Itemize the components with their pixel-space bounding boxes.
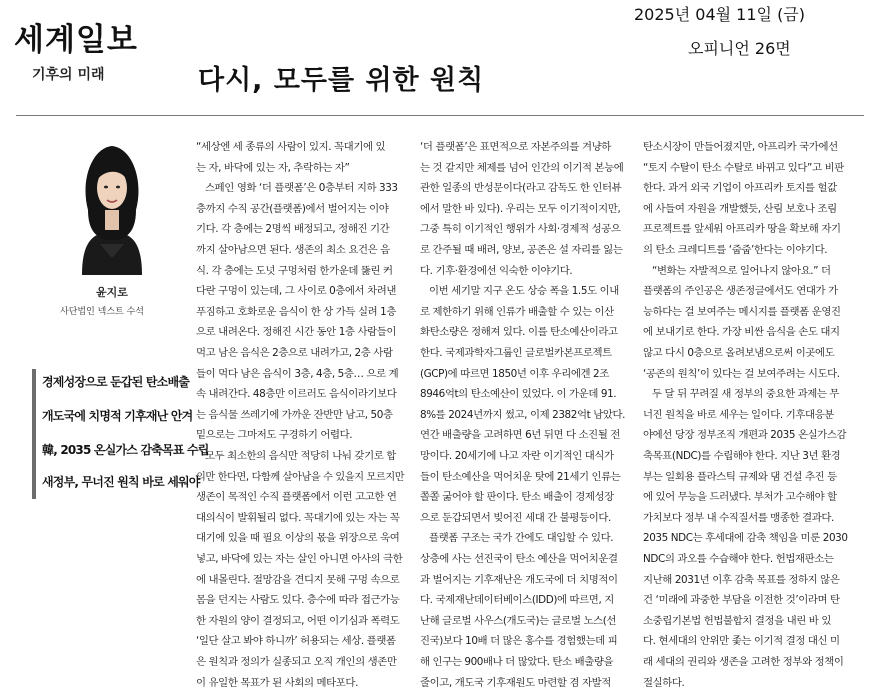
- body-text-line: 그중 특히 이기적인 행위가 사회·경제적 성공으: [420, 223, 621, 236]
- body-text-line: 은 원칙과 정의가 실종되고 오직 개인의 생존만: [196, 656, 397, 668]
- body-text-line: 다. 현세대의 안위만 좇는 이기적 결정 대신 미: [643, 635, 840, 648]
- body-text-line: NDC의 과오를 수습해야 한다. 헌법재판소는: [643, 553, 834, 565]
- body-text-line: 먹고 남은 음식은 2층으로 내려가고, 2층 사람: [196, 347, 393, 359]
- body-text-line: 넣고, 바닥에 있는 자는 살인 아니면 아사의 극한: [196, 553, 403, 565]
- body-text-line: 대의식이 발휘될리 없다. 꼭대기에 있는 자는 꼭: [196, 511, 400, 524]
- body-text-line: 의 탄소 크레디트를 ‘줍줍’한다는 이야기다.: [643, 244, 828, 256]
- body-text-line: 프로젝트를 앞세워 아프리카 땅을 확보해 자기: [643, 223, 841, 236]
- body-text-line: “변화는 자발적으로 일어나지 않아요.” 더: [652, 264, 831, 277]
- body-text-line: 망이다. 20세기에 나고 자란 이기적인 대식가: [420, 450, 614, 462]
- summary-line: 韓, 2035 온실가스 감축목표 수립: [42, 443, 209, 457]
- publication-date: 2025년 04월 11일 (금): [634, 5, 806, 24]
- body-text-line: 난해 글로벌 사우스(개도국)는 글로벌 노스(선: [420, 614, 617, 627]
- body-text-line: 절실하다.: [643, 676, 685, 689]
- article-summary: [32, 369, 209, 499]
- body-text-line: 부는 일회용 플라스틱 규제와 댐 건설 추진 등: [643, 470, 837, 483]
- body-text-line: 에 내몰린다. 절망감을 견디지 못해 구멍 속으로: [196, 573, 400, 586]
- body-text-line: 화탄소량은 정해져 있다. 이를 탄소예산이라고: [420, 326, 618, 339]
- body-text-line: 8946억t의 탄소예산이 있었다. 이 가운데 91.: [420, 388, 617, 401]
- body-text-line: 2035 NDC는 후세대에 감축 책임을 미룬 2030: [643, 532, 848, 545]
- body-text-line: 에서 말한 바 있다). 우리는 모두 이기적이지만,: [420, 202, 621, 215]
- body-text-line: 가치보다 정부 내 수직질서를 맹종한 결과다.: [643, 511, 834, 524]
- body-text-line: 플랫폼 구조는 국가 간에도 대입할 수 있다.: [429, 532, 614, 545]
- body-text-line: 상층에 사는 선진국이 탄소 예산을 먹어치운결: [420, 553, 618, 565]
- body-text-line: 밑으로는 그마저도 구경하기 어렵다.: [196, 429, 353, 442]
- body-text-line: 로 간주될 때 배려, 양보, 공존은 설 자리를 잃는: [420, 244, 623, 256]
- body-text-line: 에 보내기로 한다. 가장 비싼 음식을 손도 대지: [643, 326, 840, 339]
- body-text-line: 8%를 2024년까지 썼고, 이제 2382억t 남았다.: [420, 408, 626, 421]
- body-text-line: 식. 각 층에는 도넛 구멍처럼 한가운데 뚫린 커: [196, 264, 393, 277]
- body-text-line: ‘일단 살고 봐야 하니까’ 허용되는 세상. 플랫폼: [196, 635, 396, 648]
- body-text-line: 는 음식물 쓰레기에 가까운 잔반만 남고, 50층: [196, 408, 393, 421]
- body-text-line: 소중립기본법 헌법불합치 결정을 내린 바 있: [643, 614, 831, 627]
- body-text-line: 야에선 당장 정부조직 개편과 2035 온실가스감: [643, 429, 847, 442]
- body-text-line: 푸짐하고 호화로운 음식이 한 상 가득 실려 1층: [196, 305, 397, 318]
- body-text-line: 플랫폼의 주인공은 생존정글에서도 연대가 가: [643, 285, 838, 298]
- article-headline: 다시, 모두를 위한 원칙: [198, 65, 485, 96]
- summary-line: 경제성장으로 둔갑된 탄소배출: [42, 375, 190, 389]
- body-text-line: 생존이 목적인 수직 플랫폼에서 이런 고고한 연: [196, 491, 397, 504]
- body-text-line: 이 유일한 목표가 된 사회의 메타포다.: [196, 676, 358, 689]
- body-text-line: 건 ‘미래에 과중한 부담을 이전한 것’이라며 탄: [643, 594, 840, 607]
- body-text-line: 들이 먹다 남은 음식이 3층, 4층, 5층… 으로 계: [196, 367, 399, 380]
- body-text-line: 는 것 같지만 체제를 넘어 인간의 이기적 본능에: [420, 161, 624, 174]
- body-text-line: 모두 최소한의 음식만 적당히 나눠 갖기로 합: [205, 450, 396, 462]
- body-text-line: 쫄쫄 굶어야 할 판이다. 탄소 배출이 경제성장: [420, 491, 614, 504]
- header-divider: [16, 115, 864, 116]
- body-text-line: (GCP)에 따르면 1850년 이후 우리에겐 2조: [420, 367, 609, 380]
- body-text-line: 에 있어 무능을 드러냈다. 부처가 고수해야 할: [643, 491, 837, 504]
- body-text-line: 진국)보다 10배 더 많은 홍수를 경험했는데 피: [420, 635, 618, 648]
- body-text-line: 않고 다시 0층으로 올려보냄으로써 이곳에도: [643, 347, 835, 359]
- body-text-line: 으로 내려온다. 정해진 시간 동안 1층 사람들이: [196, 326, 397, 339]
- summary-line: 개도국에 치명적 기후재난 안겨: [42, 409, 193, 423]
- body-text-line: 지난해 2031년 이후 감축 목표를 정하지 않은: [643, 573, 840, 586]
- body-text-line: 너진 원칙을 바로 세우는 일이다. 기후대응분: [643, 408, 834, 421]
- body-text-line: 연간 배출량을 고려하면 6년 뒤면 다 소진될 전: [420, 429, 621, 442]
- body-text-line: 층까지 수직 공간(플랫폼)에서 벌어지는 이야: [196, 202, 389, 215]
- body-text-line: 으로 둔갑되면서 빚어진 세대 간 불평등이다.: [420, 511, 611, 524]
- body-text-line: 에 사들여 자원을 개발했듯, 산림 보호나 조림: [643, 202, 837, 215]
- body-text-line: 탄소시장이 만들어졌지만, 아프리카 국가에선: [643, 141, 838, 153]
- body-text-line: 능하다는 걸 보여주는 메시지를 플랫폼 운영진: [643, 305, 841, 318]
- body-text-line: 의만 한다면, 다함께 살아남을 수 있을지 모르지만: [196, 470, 405, 483]
- body-text-line: 몸을 던지는 사람도 있다. 층수에 따라 접근가능: [196, 594, 400, 607]
- body-text-line: 스페인 영화 ‘더 플랫폼’은 0층부터 지하 333: [205, 182, 398, 195]
- body-text-line: 해 인구는 900배나 더 많았다. 탄소 배출량을: [420, 656, 614, 668]
- author-photo: [70, 140, 154, 275]
- body-text-line: ‘더 플랫폼’은 표면적으로 자본주의를 겨냥하: [420, 141, 611, 153]
- body-text-line: 들이 탄소예산을 먹어치운 탓에 21세기 인류는: [420, 470, 621, 483]
- column-series-title: 기후의 미래: [32, 67, 105, 83]
- body-text-line: “토지 수탈이 탄소 수탈로 바뀌고 있다”고 비판: [643, 161, 844, 174]
- body-text-line: ‘공존의 원칙’이 있다는 걸 보여주려는 시도다.: [643, 367, 840, 380]
- author-name: 윤지로: [96, 286, 128, 299]
- body-text-line: 는 자, 바닥에 있는 자, 추락하는 자”: [196, 161, 350, 174]
- summary-line: 새정부, 무너진 원칙 바로 세워야: [42, 475, 200, 489]
- newspaper-masthead: 세계일보: [14, 22, 138, 58]
- body-text-line: 다. 국제재난데이터베이스(IDD)에 따르면, 지: [420, 594, 614, 607]
- body-text-line: 대기에 있을 때 필요 이상의 몫을 위장으로 욱여: [196, 532, 400, 545]
- body-text-line: 한 자원의 양이 결정되고, 어떤 이기심과 폭력도: [196, 614, 400, 627]
- body-text-line: 한다. 국제과학자그룹인 글로벌카본프로젝트: [420, 347, 612, 359]
- body-text-line: 속 내려간다. 48층만 이르러도 음식이라기보다: [196, 388, 397, 401]
- body-text-line: 래 세대의 권리와 생존을 고려한 정부와 정책이: [643, 656, 844, 668]
- body-text-line: 기다. 각 층에는 2명씩 배정되고, 정해진 기간: [196, 223, 390, 236]
- body-text-line: 한다. 과거 외국 기업이 아프리카 토지를 헐값: [643, 182, 837, 195]
- body-text-line: 두 달 뒤 꾸려질 새 정부의 중요한 과제는 무: [652, 388, 840, 401]
- body-text-line: 관한 일종의 반성문이다(라고 감독도 한 인터뷰: [420, 182, 622, 195]
- body-text-line: 로 제한하기 위해 인류가 배출할 수 있는 이산: [420, 305, 614, 318]
- body-text-line: “세상엔 세 종류의 사람이 있지. 꼭대기에 있: [196, 141, 386, 153]
- body-text-line: 까지 살아남으면 된다. 생존의 최소 요건은 음: [196, 244, 390, 256]
- body-text-line: 이번 세기말 지구 온도 상승 폭을 1.5도 이내: [429, 285, 619, 298]
- body-text-line: 줄이고, 개도국 기후재원도 마련할 겸 자발적: [420, 676, 611, 689]
- body-text-line: 다. 기후·환경에선 익숙한 이야기다.: [420, 264, 573, 277]
- body-text-line: 과 벌어지는 기후재난은 개도국에 더 치명적이: [420, 573, 618, 586]
- author-affiliation: 사단법인 넥스트 수석: [60, 307, 144, 317]
- body-text-line: 축목표(NDC)를 수립해야 한다. 지난 3년 환경: [643, 450, 841, 462]
- section-page: 오피니언 26면: [688, 39, 791, 58]
- body-text-line: 다란 구멍이 있는데, 그 사이로 0층에서 차려낸: [196, 285, 397, 298]
